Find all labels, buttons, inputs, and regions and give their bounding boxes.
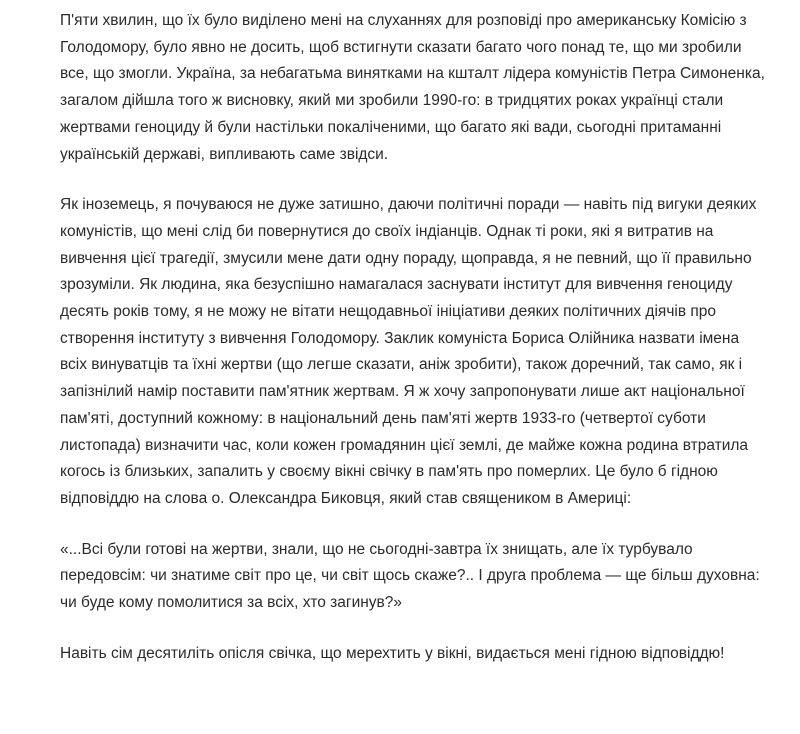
paragraph: П'яти хвилин, що їх було виділено мені на слуханнях для розповіді про американську Комісію з Голодомору, було явно не досить, щоб встигнути сказати багато чого понад те, що ми зробили все, що змогли. Україна, за небагатьма винятками на кшталт лідера комуністів Петра Симоненка, загалом дійшла того ж висновку, який ми зробили 1990-го: в тридцятих роках українці стали жертвами геноциду й були настільки покаліченими, що багато які вади, сьогодні притаманні українській державі, випливають саме звідси.: [60, 12, 765, 163]
paragraph: Навіть сім десятиліть опісля свічка, що мерехтить у вікні, видається мені гідною відповіддю!: [60, 644, 725, 662]
article-body: [60, 8, 770, 691]
paragraph: Як іноземець, я почуваюся не дуже затишно, даючи політичні поради — навіть під вигуки деяких комуністів, що мені слід би повернутися до своїх індіанців. Однак ті роки, які я витратив на вивчення цієї трагедії, змусили мене дати одну пораду, щоправда, я не певний, що її правильно зрозуміли. Як людина, яка безуспішно намагалася заснувати інститут для вивчення геноциду десять років тому, я не можу не вітати нещодавньої ініціативи деяких політичних діячів про створення інституту з вивчення Голодомору. Заклик комуніста Бориса Олійника назвати імена всіх винуватців та їхні жертви (що легше сказати, аніж зробити), також доречний, так само, як і запізнілий намір поставити пам'ятник жертвам. Я ж хочу запропонувати лише акт національної пам'яті, доступний кожному: в національний день пам'яті жертв 1933-го (четвертої суботи листопада) визначити час, коли кожен громадянин цієї землі, де майже кожна родина втратила когось із близьких, запалить у своєму вікні свічку в пам'ять про померлих. Це було б гідною відповіддю на слова о. Олександра Биковця, який став священиком в Америці:: [60, 196, 757, 507]
quote-paragraph: «...Всі були готові на жертви, знали, що не сьогодні-завтра їх знищать, але їх турбувало передовсім: чи знатиме світ про це, чи світ щось скаже?.. І друга проблема — ще більш духовна: чи буде кому помолитися за всіх, хто загинув?»: [60, 540, 760, 612]
